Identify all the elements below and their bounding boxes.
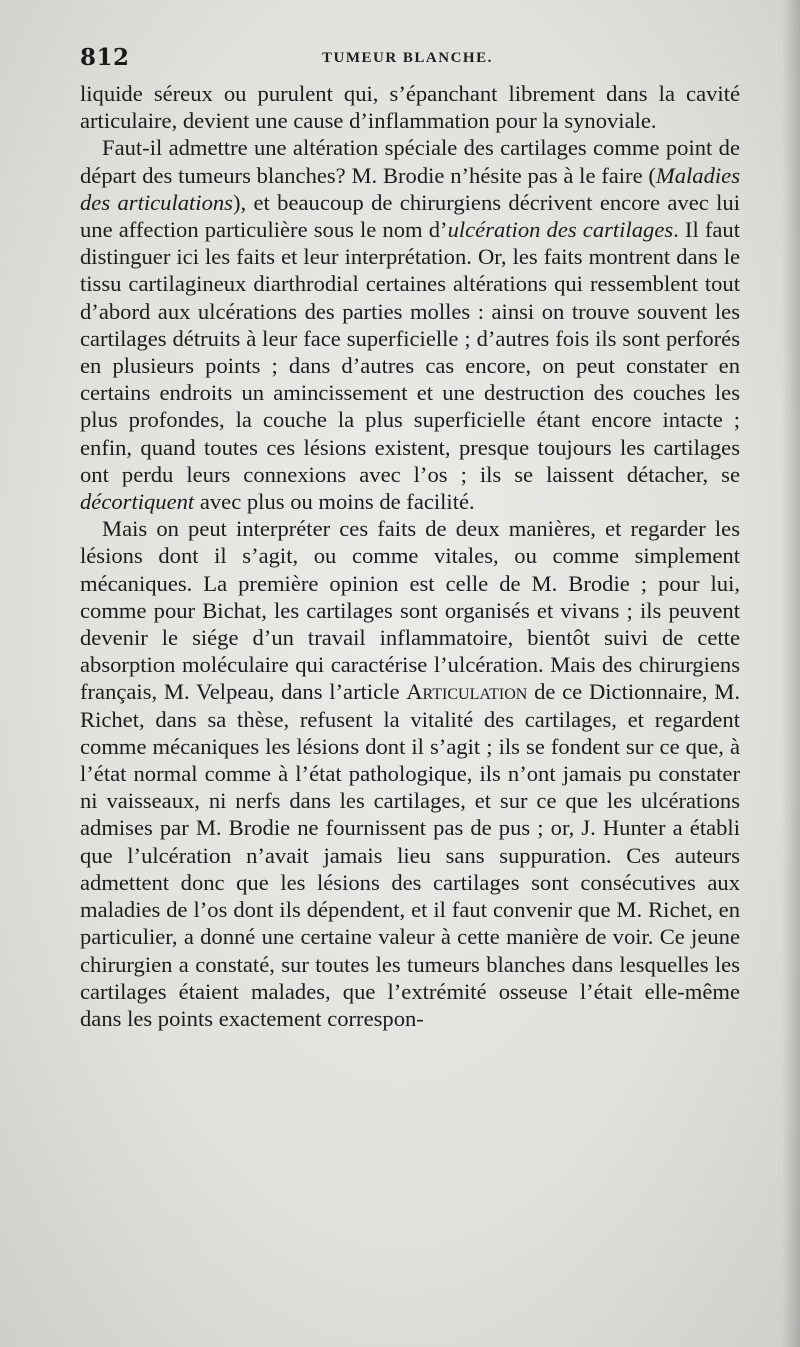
paragraph-1-text: liquide séreux ou purulent qui, s’épanchant librement dans la cavité articulaire, devient une cause d’inflammation pour la synoviale. — [80, 81, 740, 134]
paragraph-1 — [80, 80, 740, 134]
term-italic: ulcération des cartilages — [447, 217, 674, 243]
article-reference-smallcaps: Articulation — [406, 679, 528, 705]
paragraph-3-text-a: Mais on peut interpréter ces faits de deux manières, et regarder les lésions dont il s’agit, ou comme vitales, ou comme simplement mécaniques. La première opinion est celle de M. Brodie ; pour lui, comme pour Bichat, les cartilages sont organisés et vivans ; ils peuvent devenir le siége d’un travail inflammatoire, bientôt suivi de cette absorption moléculaire qui caractérise l’ulcération. Mais des chirurgiens français, M. Velpeau, dans l’article — [80, 516, 740, 705]
paragraph-3 — [80, 515, 740, 1032]
page-edge-shadow — [782, 0, 800, 1347]
paragraph-2-text-c: . Il faut distinguer ici les faits et leur interprétation. Or, les faits montrent dans le tissu cartilagineux diarthrodial certaines altérations qui ressemblent tout d’abord aux ulcérations des parties molles : ainsi on trouve souvent les cartilages détruits à leur face superficielle ; d’autres fois ils sont perforés en plusieurs points ; dans d’autres cas encore, on peut constater en certains endroits un amincissement et une destruction des couches les plus profondes, la couche la plus superficielle étant encore intacte ; enfin, quand toutes ces lésions existent, presque toujours les cartilages ont perdu leurs connexions avec l’os ; ils se laissent détacher, se — [80, 217, 740, 487]
body-text — [80, 80, 740, 1032]
page-header — [80, 44, 740, 74]
paragraph-2-text-d: avec plus ou moins de facilité. — [194, 489, 475, 515]
paragraph-2 — [80, 134, 740, 515]
running-head: TUMEUR BLANCHE. — [322, 50, 493, 66]
page-number: 812 — [80, 44, 130, 71]
paragraph-2-text-b: ), et beaucoup de chirurgiens décrivent encore avec lui une affection particulière sous le nom d’ — [80, 189, 740, 243]
book-title-italic: Maladies des articulations — [80, 162, 740, 215]
paragraph-2-text-a: Faut-il admettre une altération spéciale des cartilages comme point de départ des tumeurs blanches? M. Brodie n’hésite pas à le faire ( — [80, 135, 740, 188]
paragraph-3-text-b: de ce Dictionnaire, M. Richet, dans sa thèse, refusent la vitalité des cartilages, et regardent comme mécaniques les lésions dont il s’agit ; ils se fondent sur ce que, à l’état normal comme à l’état pathologique, ils n’ont jamais pu constater ni vaisseaux, ni nerfs dans les cartilages, et sur ce que les ulcérations admises par M. Brodie ne fournissent pas de pus ; or, J. Hunter a établi que l’ulcération n’avait jamais lieu sans suppuration. Ces auteurs admettent donc que les lésions des cartilages sont consécutives aux maladies de l’os dont ils dépendent, et il faut convenir que M. Richet, en particulier, a donné une certaine valeur à cette manière de voir. Ce jeune chirurgien a constaté, sur toutes les tumeurs blanches dans lesquelles les cartilages étaient malades, que l’extrémité osseuse l’était elle-même dans les points exactement correspon- — [80, 679, 740, 1031]
verb-italic: décortiquent — [80, 489, 195, 515]
